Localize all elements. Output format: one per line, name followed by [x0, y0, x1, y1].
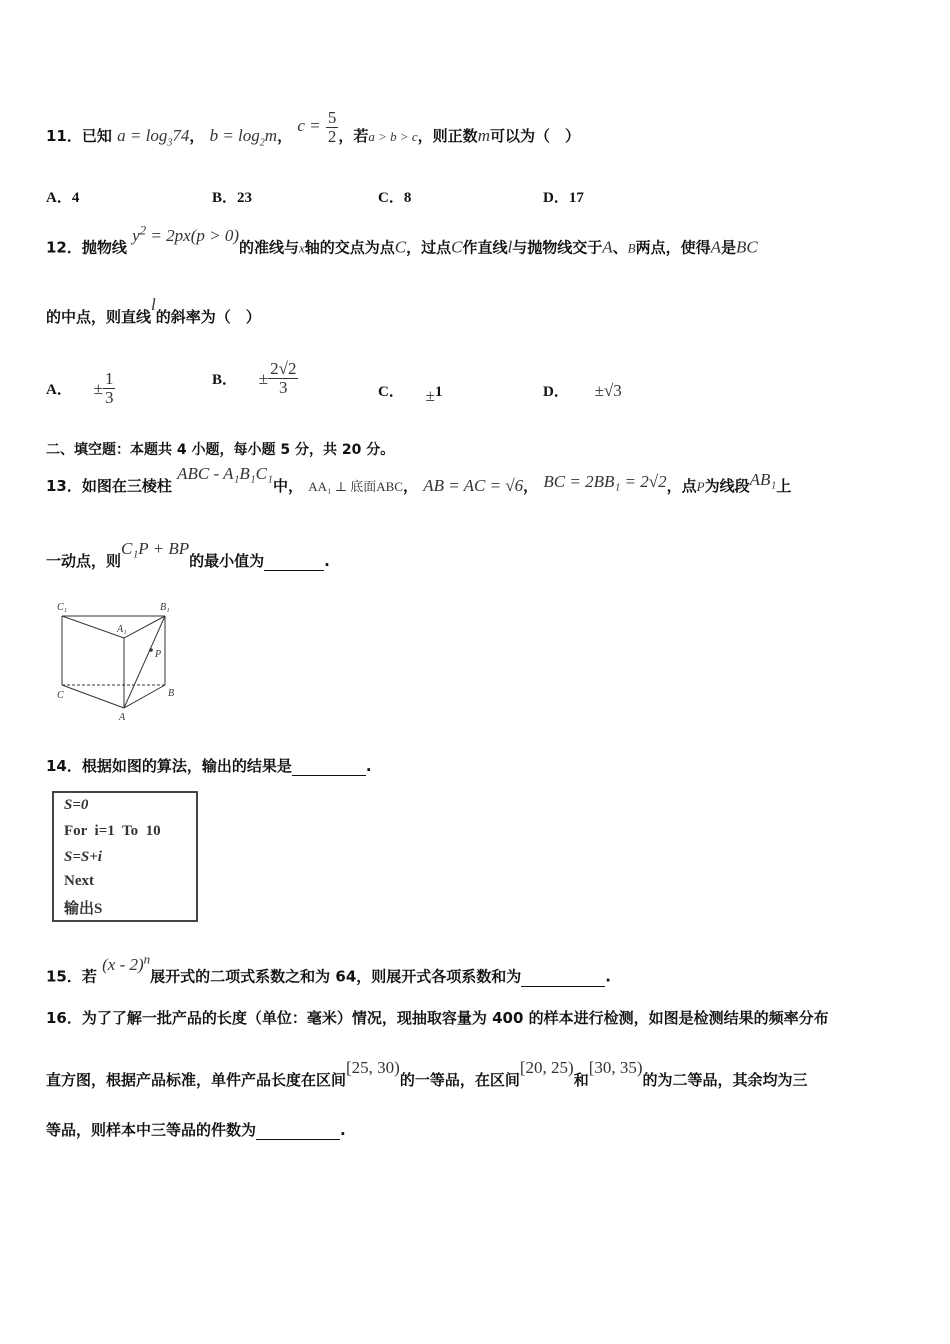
q15-binomial: (x - 2)$^n$: [102, 951, 151, 974]
code-line-2: For i=1 To 10: [64, 823, 161, 839]
q11-condition: a > b > c: [368, 129, 418, 144]
code-line-1: S=0: [64, 797, 89, 813]
q16-stem-line2: 直方图，根据产品标准，单件产品长度在区间[25, 30)的一等品，在区间[20, 25)和[30, 35)的为二等品，其余均为三: [46, 1058, 808, 1089]
q16-stem-line3: 等品，则样本中三等品的件数为 .: [46, 1121, 346, 1139]
q12-parabola-eq: $y^2 = 2px(p > 0)$: [132, 222, 239, 245]
q13-stem-line1: 13．如图在三棱柱 ABC - A₁B₁C₁中， AA₁ ⊥ 底面ABC， AB = AC = √6， BC = 2BB₁ = 2√2，点P为线段AB₁上: [46, 464, 792, 495]
q15-stem: 15．若 (x - 2)$^n$展开式的二项式系数之和为 64，则展开式各项系数和为 .: [46, 951, 611, 986]
q16-number: 16．: [46, 1009, 82, 1027]
q13-stem-line2: 一动点，则C₁P + BP的最小值为 .: [46, 539, 330, 570]
q13-answer-blank[interactable]: [264, 554, 324, 571]
interval-second-class-2: [30, 35): [588, 1058, 643, 1077]
q12-stem-line2: 的中点，则直线l的斜率为（ ）: [46, 295, 261, 326]
code-line-3: S=S+i: [64, 849, 102, 865]
label-p: P: [155, 649, 162, 660]
q12-option-b[interactable]: B． ± $\frac{2√2}{3}$: [212, 359, 297, 397]
label-a: A: [119, 712, 126, 723]
q12-option-c[interactable]: C． ±1: [378, 384, 443, 405]
interval-second-class-1: [20, 25): [519, 1058, 574, 1077]
q11-number: 11．: [46, 127, 82, 145]
label-a1: A₁: [117, 624, 127, 635]
q11-option-a[interactable]: A．4: [46, 190, 80, 206]
q11-c-lhs: c =: [297, 116, 321, 135]
q16-answer-blank[interactable]: [256, 1123, 340, 1140]
algorithm-box: [52, 791, 198, 922]
code-line-5: 输出S: [64, 901, 103, 917]
q16-stem-line1: 16．为了了解一批产品的长度（单位：毫米）情况，现抽取容量为 400 的样本进行检测，如图是检测结果的频率分布: [46, 1009, 829, 1027]
code-line-4: Next: [64, 873, 94, 889]
label-b1: B₁: [160, 602, 170, 613]
label-c1: C₁: [57, 602, 68, 613]
label-b: B: [168, 688, 175, 699]
q11-c-fraction: $\frac{5}{2}$: [327, 108, 337, 146]
q11-option-d[interactable]: D．17: [543, 190, 584, 206]
q11-a-expr: $a = \log_374$: [117, 126, 190, 149]
q14-answer-blank[interactable]: [292, 759, 366, 776]
q14-number: 14．: [46, 757, 82, 775]
q12-number: 12．: [46, 238, 82, 257]
q11-stem: 11．已知 $a = \log_374$， $b = \log_2m$， c = $\frac{5}{2}$ ，若a > b > c，则正数m可以为（ ）: [46, 108, 580, 149]
interval-first-class: [25, 30): [346, 1058, 400, 1077]
q15-answer-blank[interactable]: [521, 970, 605, 987]
q11-b-expr: $b = \log_2m$: [209, 126, 278, 149]
label-c: C: [57, 690, 64, 701]
q12-stem-line1: 12．抛物线 $y^2 = 2px(p > 0)$的准线与x轴的交点为点C，过点C作直线l与抛物线交于A、B两点，使得A是BC: [46, 222, 758, 257]
q13-number: 13．: [46, 477, 82, 495]
q12-option-d[interactable]: D． ±√3: [543, 381, 622, 400]
prism-figure: [52, 598, 187, 723]
q11-option-c[interactable]: C．8: [378, 190, 412, 206]
q11-option-b[interactable]: B．23: [212, 190, 253, 206]
q14-stem: 14．根据如图的算法，输出的结果是 .: [46, 757, 372, 775]
section-2-title: 二、填空题：本题共 4 小题，每小题 5 分，共 20 分。: [46, 442, 395, 458]
q12-option-a[interactable]: A． ± $\frac{1}{3}$: [46, 369, 114, 407]
q15-number: 15．: [46, 967, 82, 986]
